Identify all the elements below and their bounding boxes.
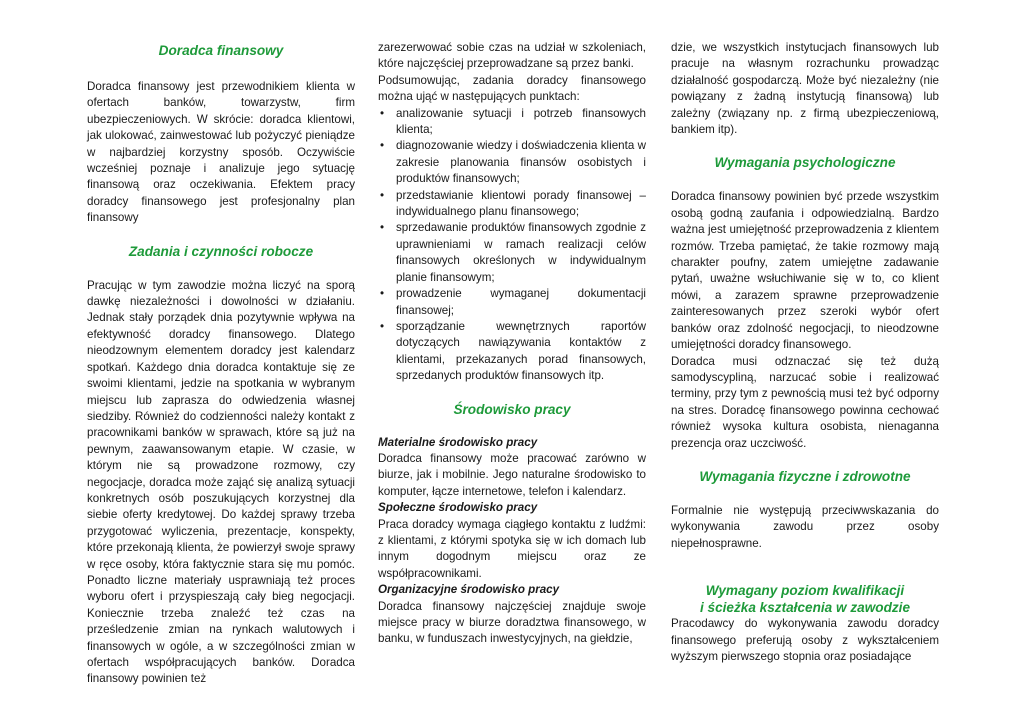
heading-srodowisko: Środowisko pracy <box>453 401 571 417</box>
heading-wymagania-fizyczne: Wymagania fizyczne i zdrowotne <box>699 468 911 484</box>
summary-paragraph: Podsumowując, zadania doradcy finansowego można ująć w następujących punktach: <box>378 73 646 104</box>
physical-paragraph: Formalnie nie występują przeciwwskazania do wykonywania zawodu przez osoby niepełnosprawne. <box>671 503 939 550</box>
tasks-paragraph: Pracując w tym zawodzie można liczyć na sporą dawkę niezależności i dowolności w działaniu. Jednak stały porządek dnia pozytywnie wpływa na efektywność doradcy finansowego. Dlatego nieodzownym elementem doradcy jest kalendarz spotkań. Każdego dnia doradca kontaktuje się ze swoimi klientami, jedzie na spotkania w wybranym miejscu lub zaprasza do odwiedzenia własnej siedziby. Również do codzienności należy kontakt z pracownikami banków w sprawach, które są już na pewnym, zaawansowanym etapie. W czasie, w którym nie są prowadzone rozmowy, czy negocjacje, doradca może zająć się analizą sytuacji konkretnych osób poszukujących korzystnej dla siebie oferty kredytowej. Do każdej sprawy trzeba przygotować wyliczenia, prezentacje, konspekty, które przekonają klienta, że powierzył swoje sprawy w ręce osoby, która faktycznie stara się mu pomóc. Ponadto liczne materiały usprawniają też proces wyboru ofert i przyspieszają cały bieg negocjacji. Koniecznie trzeba znaleźć też czas na prześledzenie zmian na rynkach walutowych i finansowych w ogóle, a w szczególności zmian w ofertach współpracujących banków. Doradca finansowy powinien też <box>87 278 355 686</box>
materialne-paragraph: Doradca finansowy może pracować zarówno w biurze, jak i mobilnie. Jego naturalne środowisko to komputer, łącze internetowe, telefon i kalendarz. <box>378 451 646 498</box>
bullet-icon: • <box>380 221 385 235</box>
spoleczne-paragraph: Praca doradcy wymaga ciągłego kontaktu z ludźmi: z klientami, z którymi spotyka się w ich domach lub innym dogodnym miejscu oraz ze współpracownikami. <box>378 517 646 580</box>
subheading-organizacyjne: Organizacyjne środowisko pracy <box>378 583 560 597</box>
heading-zadania: Zadania i czynności robocze <box>128 243 314 259</box>
bullet-icon: • <box>380 188 385 202</box>
psychology-paragraph-2: Doradca musi odznaczać się też dużą samodyscypliną, narzucać sobie i realizować terminy, przy tym z pewnością musi też być odporny na stres. Doradcę finansowego powinna cechować również wysoka kultura osobista, nienaganna prezencja oraz uczciwość. <box>671 354 939 450</box>
list-item: • sporządzanie wewnętrznych raportów dotyczących nawiązywania kontaktów z klientami, przekazanych porad finansowych, sprzedanych produktów finansowych itp. <box>380 319 646 383</box>
column-2 <box>378 40 646 648</box>
intro-paragraph: Doradca finansowy jest przewodnikiem klienta w ofertach banków, towarzystw, firm ubezpieczeniowych. W skrócie: doradca klientowi, jak ulokować, zainwestować lub pożyczyć pieniądze w najbardziej korzystny sposób. Oczywiście wcześniej poznaje i analizuje jego sytuację finansową oraz oczekiwania. Efektem pracy doradcy finansowego jest profesjonalny plan finansowy <box>87 80 355 225</box>
column-3 <box>671 40 939 665</box>
subheading-materialne: Materialne środowisko pracy <box>378 435 538 449</box>
bullet-icon: • <box>380 319 385 333</box>
list-item: • analizowanie sytuacji i potrzeb finansowych klienta; <box>380 106 646 137</box>
psychology-paragraph-1: Doradca finansowy powinien być przede wszystkim osobą godną zaufania i odpowiedzialną. Bardzo ważna jest umiejętność przeprowadzenia z klientem rozmów. Trzeba pamiętać, że takie rozmowy mają charakter poufny, zatem umiejętne zadawanie pytań, uważne wsłuchiwanie się w to, co klient mówi, a zarazem sprawne przeprowadzenie zainteresowanych przez szeroki wybór ofert banków oraz zdolność negocjacji, to nieodzowne umiejętności doradcy finansowego. <box>671 190 939 352</box>
column-1 <box>87 40 355 688</box>
heading-doradca-finansowy: Doradca finansowy <box>158 43 284 58</box>
bullet-icon: • <box>380 106 385 120</box>
heading-kwalifikacje: Wymagany poziom kwalifikacji i ścieżka kształcenia w zawodzie <box>699 583 911 616</box>
organizacyjne-paragraph: Doradca finansowy najczęściej znajduje swoje miejsce pracy w biurze doradztwa finansowego, w banku, w funduszach inwestycyjnych, na giełdzie, <box>378 599 646 646</box>
qualifications-paragraph: Pracodawcy do wykonywania zawodu doradcy finansowego preferują osoby z wykształceniem wyższym pierwszego stopnia oraz posiadające <box>671 617 939 663</box>
bullet-icon: • <box>380 287 385 301</box>
list-item: • diagnozowanie wiedzy i doświadczenia klienta w zakresie planowania finansów osobistych i produktów finansowych; <box>380 139 646 186</box>
training-paragraph: zarezerwować sobie czas na udział w szkoleniach, które najczęściej przeprowadzane są przez banki. <box>378 41 646 71</box>
institutions-paragraph: dzie, we wszystkich instytucjach finansowych lub pracuje na własnym rozrachunku prowadząc działalność gospodarczą. Może być niezależny (nie powiązany z żadną instytucją finansową) lub zależny (związany np. z firmą ubezpieczeniową, bankiem itp). <box>671 41 939 137</box>
bullet-icon: • <box>380 139 385 153</box>
list-item: • prowadzenie wymaganej dokumentacji finansowej; <box>380 287 646 317</box>
tasks-list <box>378 106 646 385</box>
subheading-spoleczne: Społeczne środowisko pracy <box>378 501 538 515</box>
list-item: • sprzedawanie produktów finansowych zgodnie z uprawnieniami w ramach realizacji celów finansowych określonych w indywidualnym planie finansowym; <box>380 221 646 284</box>
list-item: • przedstawianie klientowi porady finansowej – indywidualnego planu finansowego; <box>380 188 646 219</box>
heading-wymagania-psychologiczne: Wymagania psychologiczne <box>714 155 896 171</box>
